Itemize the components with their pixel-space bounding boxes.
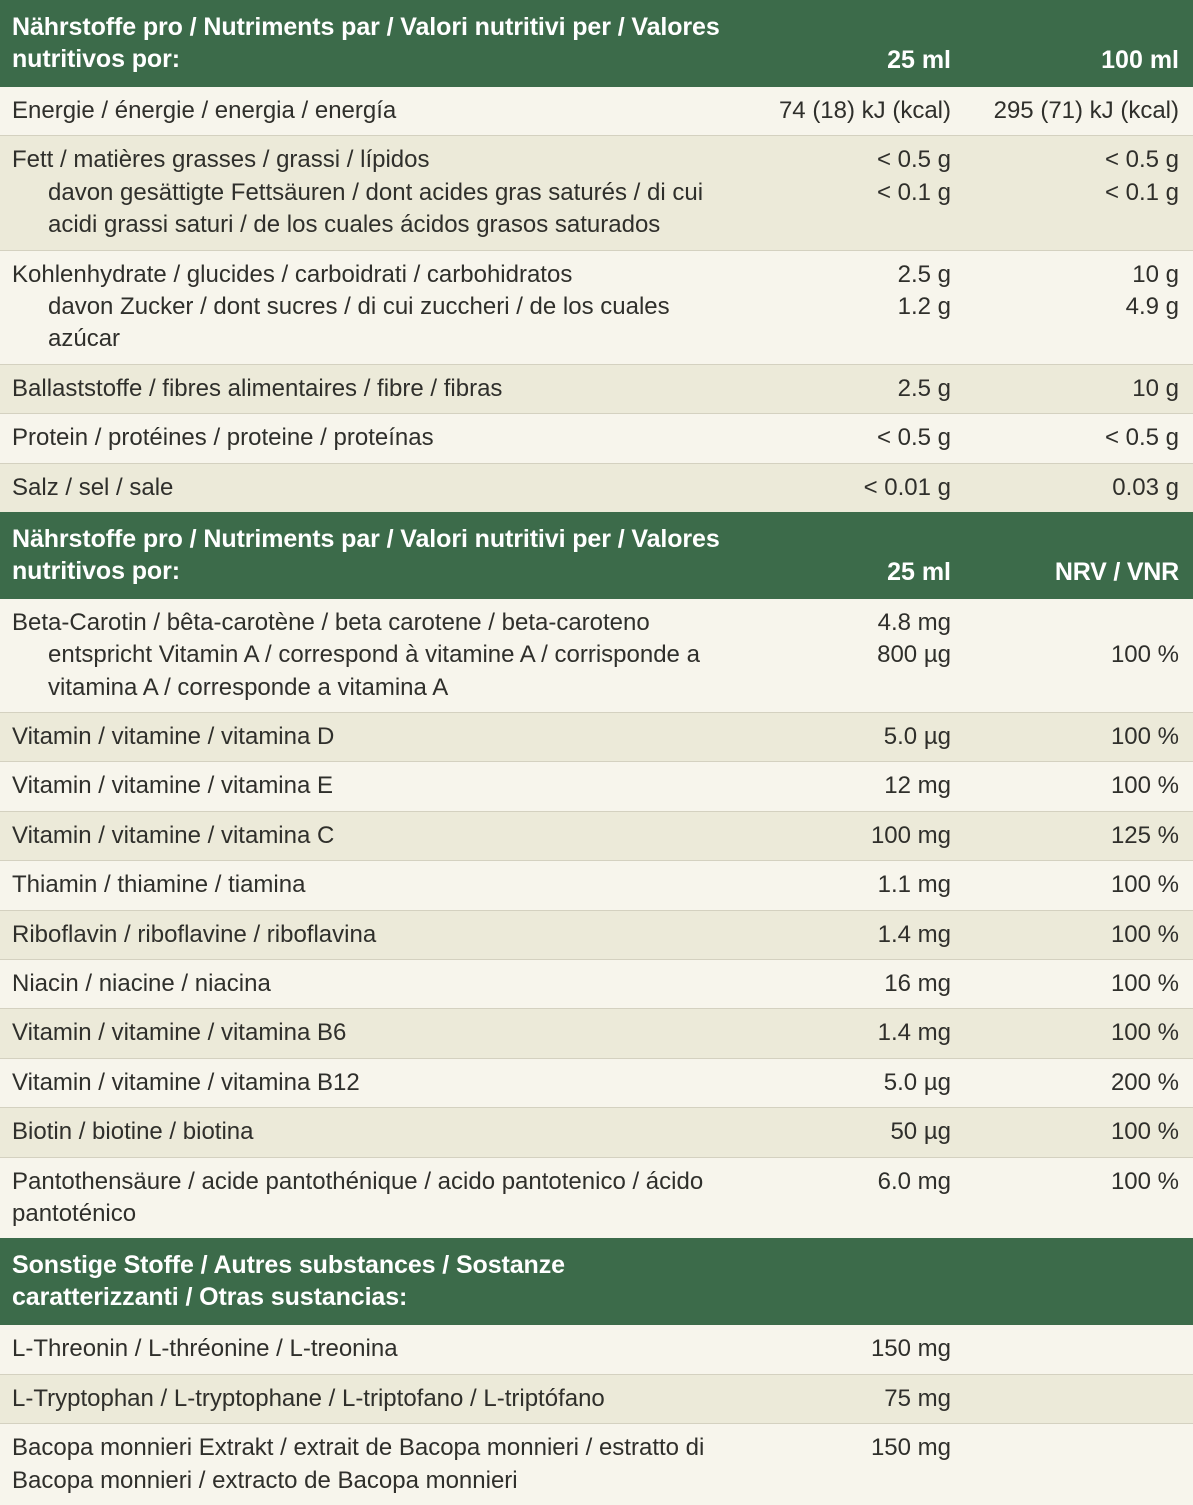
table-row bbox=[0, 762, 1193, 811]
table-row bbox=[0, 1325, 1193, 1374]
table-header-row-nutrients bbox=[0, 0, 1193, 87]
table-row bbox=[0, 463, 1193, 512]
row-label-cell bbox=[0, 599, 735, 713]
header-label: Nährstoffe pro / Nutriments par / Valori nutritivi per / Valores nutritivos por: bbox=[0, 0, 735, 87]
row-value-100ml: 10 g bbox=[965, 364, 1193, 413]
row-value-25ml: 74 (18) kJ (kcal) bbox=[735, 87, 965, 136]
row-label: L-Threonin / L-thréonine / L-treonina bbox=[0, 1325, 735, 1374]
header-col-empty-2 bbox=[965, 1238, 1193, 1325]
row-label: Vitamin / vitamine / vitamina B12 bbox=[0, 1058, 735, 1107]
row-value-25ml: < 0.5 g bbox=[735, 414, 965, 463]
row-value-nrv: 100 % bbox=[965, 960, 1193, 1009]
row-label: Energie / énergie / energia / energía bbox=[0, 87, 735, 136]
row-value-100ml: 10 g bbox=[1132, 260, 1179, 288]
row-value-25ml: 12 mg bbox=[735, 762, 965, 811]
header-col-100ml: 100 ml bbox=[965, 0, 1193, 87]
row-value-100ml: 0.03 g bbox=[965, 463, 1193, 512]
row-label: Salz / sel / sale bbox=[0, 463, 735, 512]
table-row bbox=[0, 1424, 1193, 1505]
row-label: Niacin / niacine / niacina bbox=[0, 960, 735, 1009]
header-label: Nährstoffe pro / Nutriments par / Valori nutritivi per / Valores nutritivos por: bbox=[0, 512, 735, 599]
table-row bbox=[0, 861, 1193, 910]
row-value-25ml: 2.5 g bbox=[897, 260, 951, 288]
row-value-nrv: 100 % bbox=[965, 762, 1193, 811]
table-row bbox=[0, 910, 1193, 959]
row-value-25ml-group bbox=[735, 136, 965, 250]
row-label: Protein / protéines / proteine / proteínas bbox=[0, 414, 735, 463]
row-label: Vitamin / vitamine / vitamina C bbox=[0, 811, 735, 860]
row-label-cell bbox=[0, 136, 735, 250]
row-sublabel: entspricht Vitamin A / correspond à vitamine A / corrisponde a vitamina A / corresponde a vitamina A bbox=[48, 641, 700, 701]
row-value-nrv-group bbox=[965, 599, 1193, 713]
row-value-nrv: 100 % bbox=[965, 713, 1193, 762]
row-label: Pantothensäure / acide pantothénique / acido pantotenico / ácido pantoténico bbox=[0, 1157, 735, 1238]
row-label: Kohlenhydrate / glucides / carboidrati / carbohidratos bbox=[12, 260, 573, 288]
row-subvalue-25ml: < 0.1 g bbox=[876, 178, 951, 206]
row-value-25ml: 75 mg bbox=[735, 1374, 965, 1423]
row-value-25ml: 6.0 mg bbox=[735, 1157, 965, 1238]
row-value-25ml-group bbox=[735, 250, 965, 364]
row-value-25ml-group bbox=[735, 599, 965, 713]
table-row bbox=[0, 1108, 1193, 1157]
row-value-25ml: 50 µg bbox=[735, 1108, 965, 1157]
table-row bbox=[0, 599, 1193, 713]
row-sublabel: davon Zucker / dont sucres / di cui zuccheri / de los cuales azúcar bbox=[48, 292, 670, 353]
row-label: Vitamin / vitamine / vitamina B6 bbox=[0, 1009, 735, 1058]
row-value-empty bbox=[965, 1374, 1193, 1423]
table-row bbox=[0, 713, 1193, 762]
header-col-25ml: 25 ml bbox=[735, 0, 965, 87]
table-row bbox=[0, 1058, 1193, 1107]
row-sublabel: davon gesättigte Fettsäuren / dont acides gras saturés / di cui acidi grassi saturi / de los cuales ácidos grasos saturados bbox=[48, 178, 704, 239]
row-subvalue-25ml: 800 µg bbox=[877, 641, 951, 669]
row-value-25ml: 2.5 g bbox=[735, 364, 965, 413]
row-value-nrv: 100 % bbox=[965, 861, 1193, 910]
row-value-25ml: < 0.01 g bbox=[735, 463, 965, 512]
table-row bbox=[0, 87, 1193, 136]
table-row bbox=[0, 250, 1193, 364]
row-subvalue-100ml: < 0.1 g bbox=[1104, 178, 1179, 206]
header-col-25ml: 25 ml bbox=[735, 512, 965, 599]
row-value-25ml: 5.0 µg bbox=[735, 1058, 965, 1107]
row-label: Vitamin / vitamine / vitamina D bbox=[0, 713, 735, 762]
table-header-row-other-substances bbox=[0, 1238, 1193, 1325]
row-value-nrv: 100 % bbox=[965, 910, 1193, 959]
row-value-25ml: 150 mg bbox=[735, 1424, 965, 1505]
table-row bbox=[0, 960, 1193, 1009]
row-value-100ml-group bbox=[965, 136, 1193, 250]
row-label: Ballaststoffe / fibres alimentaires / fibre / fibras bbox=[0, 364, 735, 413]
row-value-100ml: 295 (71) kJ (kcal) bbox=[965, 87, 1193, 136]
row-value-25ml: 4.8 mg bbox=[877, 608, 951, 636]
row-value-nrv: 100 % bbox=[965, 1157, 1193, 1238]
row-value-25ml: 1.4 mg bbox=[735, 1009, 965, 1058]
row-value-100ml: < 0.5 g bbox=[965, 414, 1193, 463]
row-value-100ml-group bbox=[965, 250, 1193, 364]
row-value-25ml: 1.1 mg bbox=[735, 861, 965, 910]
row-subvalue-100ml: 4.9 g bbox=[1125, 292, 1179, 320]
row-value-nrv: 125 % bbox=[965, 811, 1193, 860]
row-value-25ml: 150 mg bbox=[735, 1325, 965, 1374]
header-col-nrv: NRV / VNR bbox=[965, 512, 1193, 599]
table-row bbox=[0, 414, 1193, 463]
row-value-nrv: 100 % bbox=[965, 1009, 1193, 1058]
table-row bbox=[0, 811, 1193, 860]
row-subvalue-25ml: 1.2 g bbox=[897, 292, 951, 320]
row-value-25ml: 5.0 µg bbox=[735, 713, 965, 762]
table-header-row-vitamins bbox=[0, 512, 1193, 599]
row-label: Bacopa monnieri Extrakt / extrait de Bacopa monnieri / estratto di Bacopa monnieri / extracto de Bacopa monnieri bbox=[0, 1424, 735, 1505]
row-label: Biotin / biotine / biotina bbox=[0, 1108, 735, 1157]
table-row bbox=[0, 136, 1193, 250]
row-value-100ml: < 0.5 g bbox=[1104, 146, 1179, 174]
row-value-25ml: 100 mg bbox=[735, 811, 965, 860]
row-label: Riboflavin / riboflavine / riboflavina bbox=[0, 910, 735, 959]
row-value-empty bbox=[965, 1424, 1193, 1505]
row-label: Beta-Carotin / bêta-carotène / beta carotene / beta-caroteno bbox=[12, 608, 650, 636]
row-value-25ml: 16 mg bbox=[735, 960, 965, 1009]
row-value-25ml: 1.4 mg bbox=[735, 910, 965, 959]
row-value-nrv: 100 % bbox=[965, 1108, 1193, 1157]
row-label: Thiamin / thiamine / tiamina bbox=[0, 861, 735, 910]
table-row bbox=[0, 364, 1193, 413]
table-row bbox=[0, 1009, 1193, 1058]
row-label: Fett / matières grasses / grassi / lípidos bbox=[12, 146, 430, 174]
row-label: L-Tryptophan / L-tryptophane / L-triptofano / L-triptófano bbox=[0, 1374, 735, 1423]
table-row bbox=[0, 1374, 1193, 1423]
row-value-nrv: 200 % bbox=[965, 1058, 1193, 1107]
header-col-empty-1 bbox=[735, 1238, 965, 1325]
row-value-empty bbox=[965, 1325, 1193, 1374]
row-value-25ml: < 0.5 g bbox=[876, 146, 951, 174]
row-label: Vitamin / vitamine / vitamina E bbox=[0, 762, 735, 811]
table-row bbox=[0, 1157, 1193, 1238]
row-subvalue-nrv: 100 % bbox=[1110, 641, 1179, 669]
row-label-cell bbox=[0, 250, 735, 364]
header-label: Sonstige Stoffe / Autres substances / Sostanze caratterizzanti / Otras sustancias: bbox=[0, 1238, 735, 1325]
